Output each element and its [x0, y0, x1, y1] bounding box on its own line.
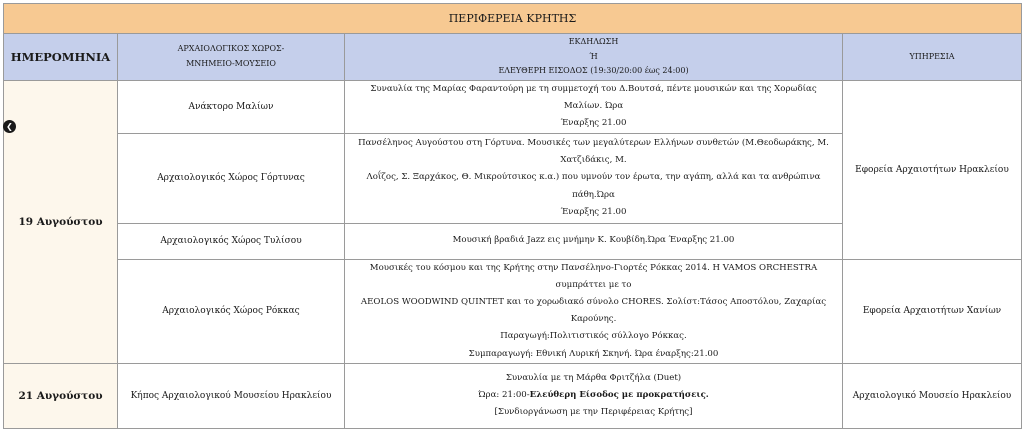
service-cell: Εφορεία Αρχαιοτήτων Χανίων — [843, 259, 1022, 363]
header-row — [4, 34, 1022, 81]
event-line — [351, 387, 836, 404]
chevron-left-icon[interactable]: ❮ — [3, 120, 16, 133]
title-row — [4, 4, 1022, 34]
event-cell — [345, 81, 843, 134]
event-line: Έναρξης 21.00 — [560, 206, 627, 217]
event-line: Παραγωγή:Πολιτιστικός σύλλογο Ρόκκας. — [500, 331, 687, 342]
header-site — [118, 34, 345, 81]
header-event-line2: Ή — [589, 51, 598, 61]
table-row — [4, 81, 1022, 134]
site-cell: Αρχαιολογικός Χώρος Τυλίσου — [118, 223, 345, 259]
event-cell — [345, 133, 843, 223]
free-entry-note: Ελεύθερη Είσοδος με προκρατήσεις. — [529, 390, 709, 401]
header-service: ΥΠΗΡΕΣΙΑ — [843, 34, 1022, 81]
service-cell: Εφορεία Αρχαιοτήτων Ηρακλείου — [843, 81, 1022, 260]
site-cell: Κήπος Αρχαιολογικού Μουσείου Ηρακλείου — [118, 363, 345, 428]
event-line: Μουσικές του κόσμου και της Κρήτης στην Πανσέληνο-Γιορτές Ρόκκας 2014. Η VAMOS ORCHESTRA συμπράττει με το — [369, 262, 818, 290]
site-cell: Αρχαιολογικός Χώρος Ρόκκας — [118, 259, 345, 363]
table-title: ΠΕΡΙΦΕΡΕΙΑ ΚΡΗΤΗΣ — [4, 4, 1022, 34]
event-line: Συναυλία της Μαρίας Φαραντούρη με τη συμμετοχή του Δ.Βουτσά, πέντε μουσικών και της Χορωδίας Μαλίων. Ώρα — [370, 84, 817, 112]
service-cell: Αρχαιολογικό Μουσείο Ηρακλείου — [843, 363, 1022, 428]
header-event — [345, 34, 843, 81]
header-site-line1: ΑΡΧΑΙΟΛΟΓΙΚΟΣ ΧΩΡΟΣ- — [177, 44, 285, 54]
header-site-line2: ΜΝΗΜΕΙΟ-ΜΟΥΣΕΙΟ — [186, 59, 276, 68]
event-line: Συναυλία με τη Μάρθα Φριτζήλα (Duet) — [505, 372, 682, 383]
event-line: AEOLOS WOODWIND QUINTET και το χορωδιακό σύνολο CHORES. Σολίστ:Τάσος Αποστόλου, Ζαχαρίας Καρούνης. — [360, 296, 827, 325]
site-cell: Ανάκτορο Μαλίων — [118, 81, 345, 134]
event-cell — [345, 363, 843, 428]
event-line: Λοΐζος, Σ. Ξαρχάκος, Θ. Μικρούτσικος κ.α.) που υμνούν τον έρωτα, την αγάπη, αλλά και τα ανθρώπινα πάθη.Ώρα — [366, 172, 821, 200]
date-text: 19 Αυγούστου — [18, 215, 103, 228]
table-row — [4, 259, 1022, 363]
date-text: 21 Αυγούστου — [18, 389, 103, 402]
table-row — [4, 363, 1022, 428]
event-line: Έναρξης 21.00 — [560, 118, 627, 129]
site-cell: Αρχαιολογικός Χώρος Γόρτυνας — [118, 133, 345, 223]
event-line: Συμπαραγωγή: Εθνική Λυρική Σκηνή. Ώρα έναρξης:21.00 — [468, 348, 719, 359]
event-line: Μουσική βραδιά Jazz εις μνήμην Κ. Κουβίδη.Ώρα Έναρξης 21.00 — [452, 235, 735, 246]
event-time: Ώρα: 21:00- — [478, 390, 530, 401]
event-line: [Συνδιοργάνωση με την Περιφέρειας Κρήτης] — [494, 407, 693, 418]
date-cell-aug21 — [4, 363, 118, 428]
event-line: Πανσέληνος Αυγούστου στη Γόρτυνα. Μουσικές των μεγαλύτερων Ελλήνων συνθετών (Μ.Θεοδωράκης, Μ. Χατζιδάκις, Μ. — [358, 138, 829, 166]
event-cell — [345, 259, 843, 363]
event-cell — [345, 223, 843, 259]
date-cell-aug19 — [4, 81, 118, 364]
events-table — [3, 3, 1022, 429]
header-event-line1: ΕΚΔΗΛΩΣΗ — [568, 36, 619, 46]
header-event-line3: ΕΛΕΥΘΕΡΗ ΕΙΣΟΔΟΣ (19:30/20:00 έως 24:00) — [498, 66, 689, 76]
header-date: ΗΜΕΡΟΜΗΝΙΑ — [4, 34, 118, 81]
